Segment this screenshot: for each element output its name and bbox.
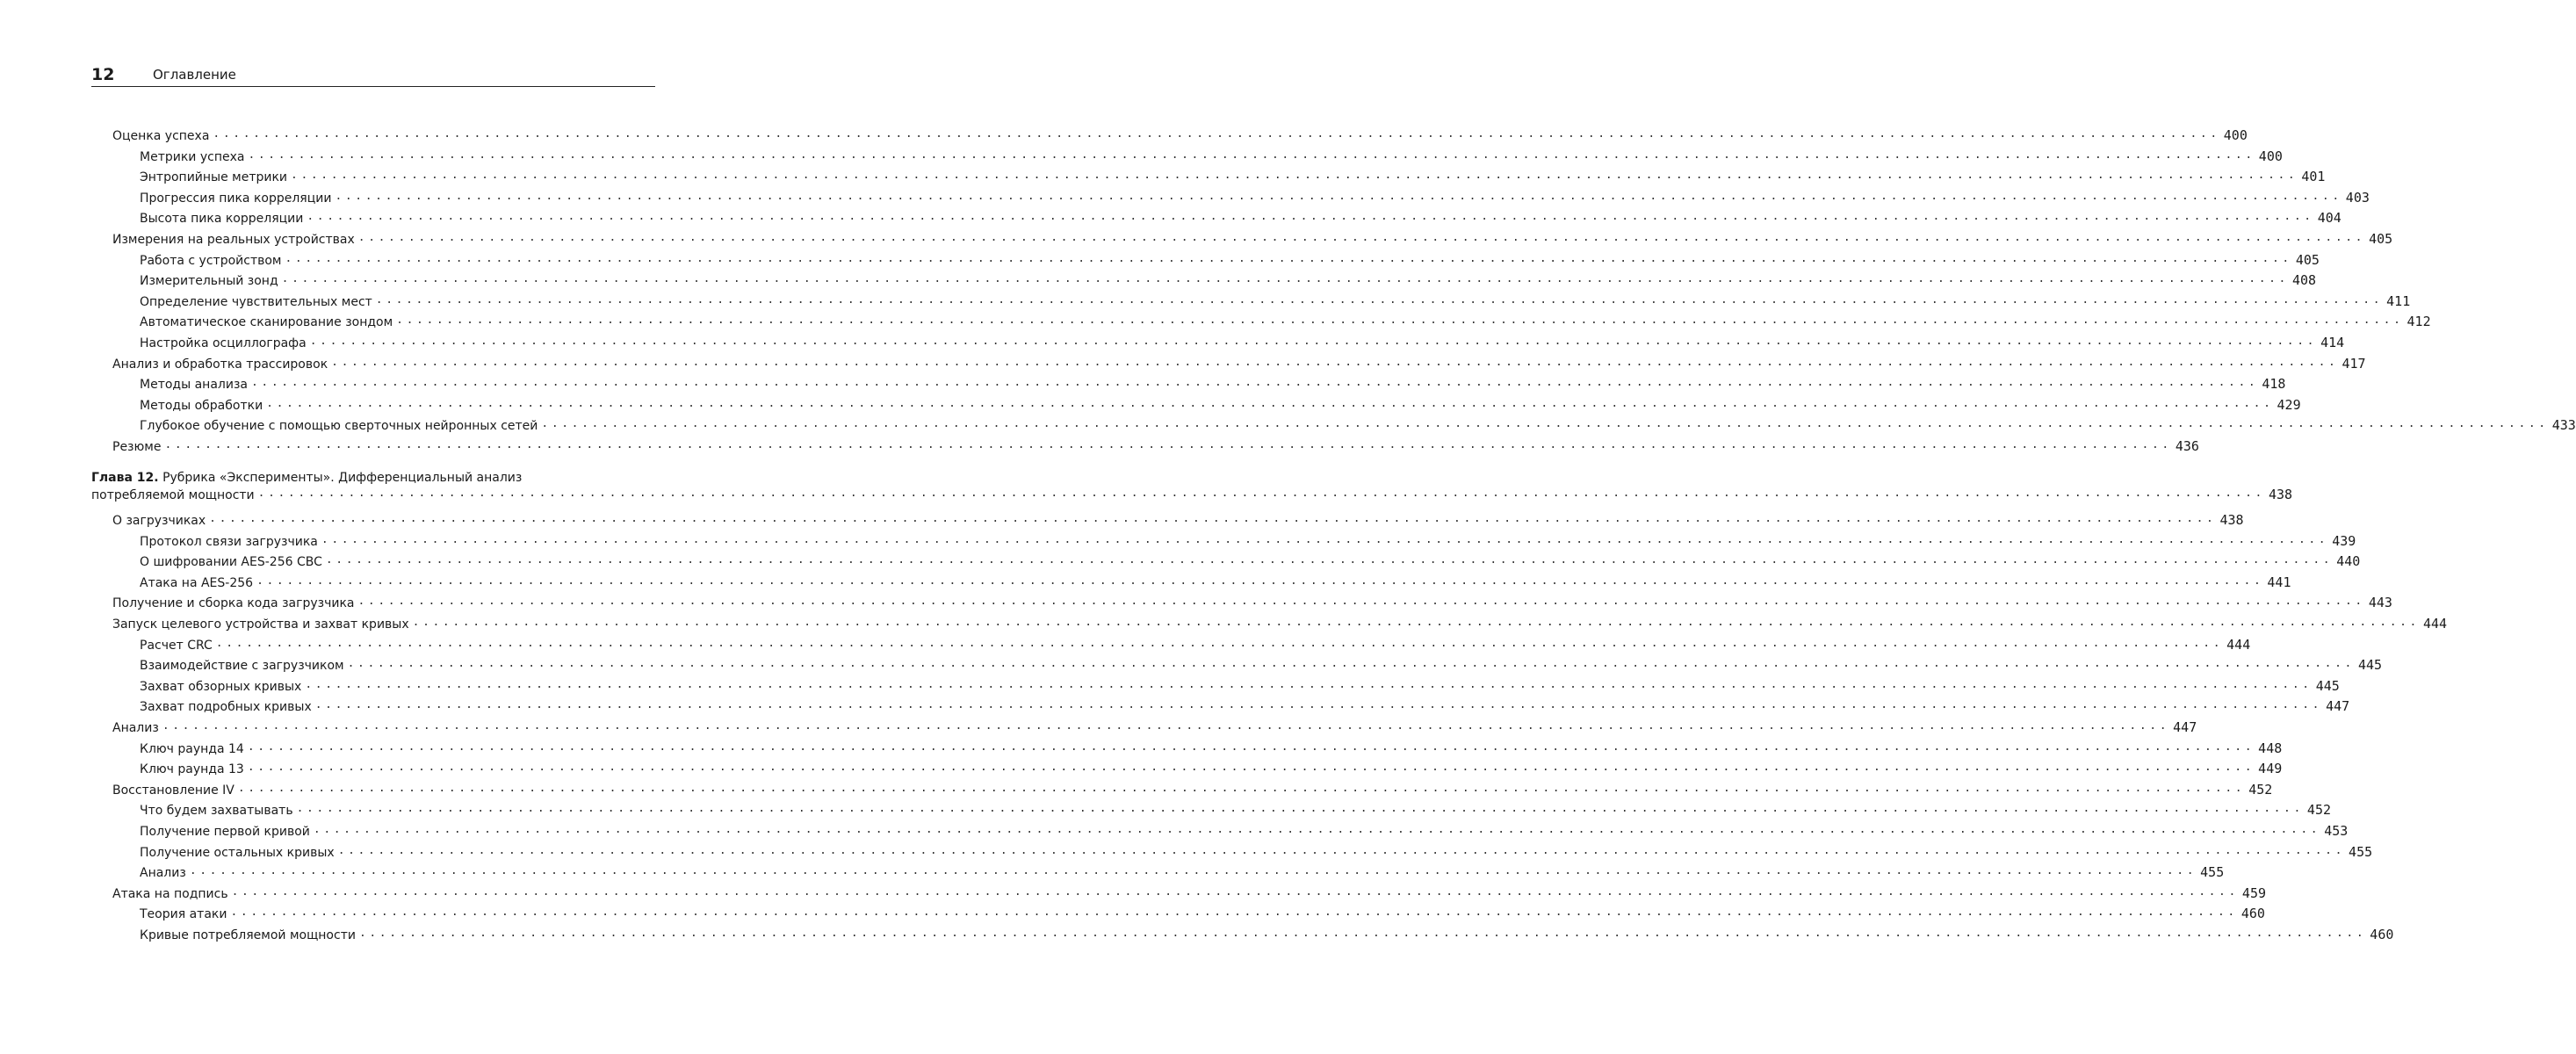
dot-leader: ........................................................................................................................................................................................................ [250,376,2259,390]
toc-entry-page: 452 [2248,781,2273,798]
running-title: Оглавление [153,67,236,83]
toc-entry-page: 429 [2277,396,2301,413]
dot-leader: ........................................................................................................................................................................................................ [412,616,2420,629]
toc-entry-page: 400 [2258,148,2283,164]
toc-entry-page: 455 [2200,864,2225,881]
toc-entry-title: О шифровании AES-256 CBC [140,555,322,570]
toc-entry[interactable] [112,435,2199,454]
running-header [91,65,655,87]
toc-entry-page: 449 [2258,761,2283,777]
toc-entry[interactable] [140,186,2370,206]
dot-leader: ........................................................................................................................................................................................................ [189,864,2197,878]
toc-entry[interactable] [140,393,2301,413]
dot-leader: ........................................................................................................................................................................................................ [237,781,2246,795]
toc-entry-page: 452 [2306,802,2332,819]
dot-leader: ........................................................................................................................................................................................................ [331,355,2339,369]
dot-leader: ........................................................................................................................................................................................................ [309,335,2318,348]
toc-entry-title: Анализ [140,866,186,881]
toc-entry-page: 404 [2317,210,2341,227]
toc-entry[interactable] [112,509,2244,528]
dot-leader: ........................................................................................................................................................................................................ [357,231,2366,244]
toc-entry-title: Получение первой кривой [140,825,310,839]
toc-entry-page: 448 [2258,740,2283,756]
toc-entry[interactable] [140,819,2349,839]
dot-leader: ........................................................................................................................................................................................................ [256,574,2264,588]
toc-entry-page: 400 [2223,127,2248,143]
dot-leader: ........................................................................................................................................................................................................ [396,314,2404,328]
toc-entry-page: 401 [2301,169,2326,185]
toc-entry-page: 444 [2226,636,2251,653]
toc-entry-page: 417 [2341,355,2366,372]
toc-entry-title: Расчет CRC [140,638,213,653]
toc-entry[interactable] [112,124,2248,143]
dot-leader: ........................................................................................................................................................................................................ [291,169,2298,183]
dot-leader: ........................................................................................................................................................................................................ [266,396,2274,410]
toc-entry[interactable] [140,206,2341,227]
toc-entry-page: 445 [2315,677,2340,694]
toc-entry-page: 453 [2324,823,2349,839]
dot-leader: ........................................................................................................................................................................................................ [164,438,2172,451]
toc-entry-title: Захват подробных кривых [140,700,312,715]
toc-entry[interactable] [140,331,2345,350]
dot-leader: ........................................................................................................................................................................................................ [285,251,2292,265]
toc-entry[interactable] [140,653,2383,674]
toc-entry-title: Взаимодействие с загрузчиком [140,659,344,674]
toc-entry[interactable] [140,798,2332,819]
page-number: 12 [91,65,115,84]
toc-entry-page: 436 [2175,438,2199,454]
dot-leader: ........................................................................................................................................................................................................ [296,802,2304,816]
toc-entry[interactable] [140,841,2373,860]
toc-entry-page: 447 [2173,719,2197,735]
toc-entry-title: Работа с устройством [140,253,282,268]
toc-entry[interactable] [140,530,2356,549]
toc-entry[interactable] [140,414,2576,434]
toc-entry-page: 438 [2219,512,2244,528]
toc-entry[interactable] [140,861,2225,881]
toc-entry[interactable] [112,778,2273,798]
toc-entry[interactable] [140,310,2431,330]
dot-leader: ........................................................................................................................................................................................................ [248,148,2255,162]
toc-entry-page: 443 [2368,595,2392,611]
toc-entry[interactable] [140,249,2320,268]
dot-leader: ........................................................................................................................................................................................................ [307,210,2314,224]
toc-entry-page: 411 [2386,292,2411,309]
toc-entry[interactable] [140,290,2411,309]
toc-entry-title: Методы анализа [140,378,248,393]
toc-entry[interactable] [112,227,2393,247]
dot-leader: ........................................................................................................................................................................................................ [313,823,2321,836]
toc-entry-title: Анализ и обработка трассировок [112,357,328,372]
toc-entry[interactable] [112,612,2448,632]
toc-entry-page: 412 [2406,314,2431,330]
toc-entry[interactable] [140,923,2394,942]
toc-entry-page: 405 [2369,231,2393,247]
toc-entry-page: 445 [2357,657,2383,674]
dot-leader: ........................................................................................................................................................................................................ [281,272,2289,286]
dot-leader: ........................................................................................................................................................................................................ [209,512,2217,525]
toc-entry-title: О загрузчиках [112,514,206,528]
toc-entry-title: Измерения на реальных устройствах [112,233,355,247]
toc-entry-page: 444 [2422,616,2448,632]
toc-entry-title: Глубокое обучение с помощью сверточных нейронных сетей [140,419,538,434]
dot-leader: ........................................................................................................................................................................................................ [215,636,2224,650]
toc-entry-title: Ключ раунда 13 [140,762,244,777]
toc-entry-title: Методы обработки [140,398,263,413]
toc-entry-page: 440 [2336,553,2361,570]
dot-leader: ........................................................................................................................................................................................................ [321,532,2329,546]
toc-entry-page: 405 [2295,251,2320,268]
dot-leader: ........................................................................................................................................................................................................ [257,487,2265,500]
toc-entry-title: Захват обзорных кривых [140,679,302,694]
toc-entry-title: Оценка успеха [112,129,210,143]
toc-entry-page: 408 [2292,272,2317,289]
toc-entry-title: Резюме [112,440,162,454]
toc-entry-page: 460 [2240,906,2265,922]
toc-entry[interactable] [140,372,2286,393]
chapter-title-line1: Рубрика «Эксперименты». Дифференциальный анализ [162,471,523,485]
chapter-prefix: Глава 12. [91,471,159,485]
toc-entry[interactable] [140,675,2340,694]
toc-entry-page: 459 [2241,884,2267,901]
toc-entry[interactable] [140,633,2251,653]
toc-entry-title: Теория атаки [140,907,227,922]
dot-leader: ........................................................................................................................................................................................................ [231,884,2239,899]
chapter-entry[interactable] [91,483,2293,502]
toc-entry[interactable] [140,757,2283,777]
dot-leader: ........................................................................................................................................................................................................ [358,927,2367,940]
toc-entry[interactable] [140,902,2265,922]
dot-leader: ........................................................................................................................................................................................................ [375,292,2384,307]
toc-entry[interactable] [140,695,2350,715]
toc-entry-title: Автоматическое сканирование зондом [140,315,393,330]
toc-entry[interactable] [112,591,2392,611]
toc-entry-title: Кривые потребляемой мощности [140,928,356,942]
dot-leader: ........................................................................................................................................................................................................ [247,761,2255,775]
toc-entry-title: Ключ раунда 14 [140,741,244,756]
dot-leader: ........................................................................................................................................................................................................ [213,127,2220,141]
toc-entry-title: Метрики успеха [140,149,245,164]
toc-entry-page: 455 [2349,843,2373,860]
toc-entry-title: Определение чувствительных мест [140,294,372,309]
toc-entry-title: Протокол связи загрузчика [140,534,318,549]
dot-leader: ........................................................................................................................................................................................................ [247,740,2255,754]
toc-entry-title: Запуск целевого устройства и захват кривых [112,617,409,632]
dot-leader: ........................................................................................................................................................................................................ [230,906,2238,920]
toc-entry[interactable] [140,269,2317,289]
toc-entry-page: 447 [2326,698,2350,715]
toc-entry[interactable] [140,165,2326,185]
dot-leader: ........................................................................................................................................................................................................ [335,189,2342,203]
toc-entry[interactable] [112,882,2267,901]
toc-entry-title: Прогрессия пика корреляции [140,191,332,206]
toc-entry-page: 439 [2332,532,2356,549]
toc-entry-title: Настройка осциллографа [140,336,307,350]
toc-entry-title: Энтропийные метрики [140,170,288,185]
dot-leader: ........................................................................................................................................................................................................ [347,657,2355,671]
toc-entry[interactable] [140,550,2361,570]
toc-entry-title: Высота пика корреляции [140,212,304,227]
toc-entry[interactable] [112,716,2197,735]
toc-entry-title: Измерительный зонд [140,274,278,289]
dot-leader: ........................................................................................................................................................................................................ [314,698,2323,712]
dot-leader: ........................................................................................................................................................................................................ [357,595,2365,609]
toc-entry[interactable] [140,737,2283,756]
toc-entry-title: Получение и сборка кода загрузчика [112,596,355,611]
toc-entry-page: 418 [2262,376,2286,393]
toc-entry-title: Атака на подпись [112,886,228,901]
toc-entry-title: Получение остальных кривых [140,845,335,860]
toc-entry-title: Что будем захватывать [140,804,293,819]
toc-entry-page: 403 [2345,189,2370,206]
dot-leader: ........................................................................................................................................................................................................ [305,677,2313,691]
toc-entry-title: Восстановление IV [112,783,235,798]
dot-leader: ........................................................................................................................................................................................................ [337,843,2346,857]
dot-leader: ........................................................................................................................................................................................................ [541,417,2549,431]
chapter-page: 438 [2269,487,2293,502]
chapter-title-line2: потребляемой мощности [91,488,255,502]
toc-entry-title: Анализ [112,721,159,735]
toc-entry-page: 433 [2551,417,2576,434]
toc-entry-page: 441 [2267,574,2291,590]
dot-leader: ........................................................................................................................................................................................................ [325,553,2334,567]
toc-entry[interactable] [112,352,2366,372]
toc-entry-page: 460 [2370,927,2394,942]
toc-entry[interactable] [140,571,2291,590]
toc-entry[interactable] [140,145,2283,164]
toc-entry-page: 414 [2320,335,2345,350]
toc-entry-title: Атака на AES-256 [140,575,254,590]
dot-leader: ........................................................................................................................................................................................................ [162,719,2170,733]
